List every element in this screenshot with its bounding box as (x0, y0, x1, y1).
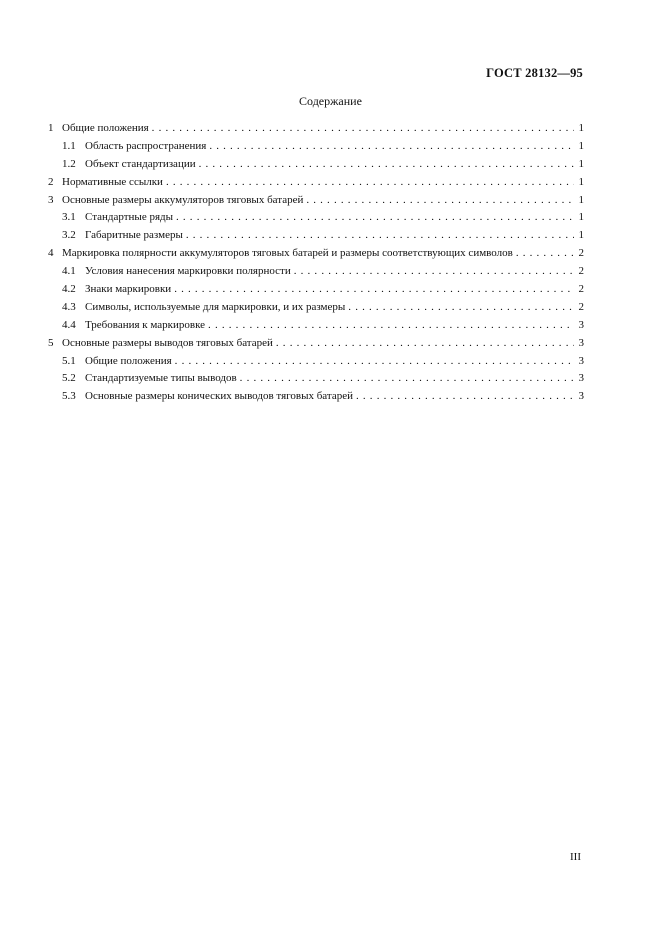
toc-entry-label: Габаритные размеры (85, 229, 183, 242)
toc-entry-label: Общие положения (85, 354, 172, 367)
toc-entry-number: 4.1 (62, 265, 76, 278)
toc-entry-number: 1 (48, 122, 54, 134)
toc-entry-label: Знаки маркировки (85, 283, 172, 296)
toc-entry-page: 1 (578, 193, 584, 206)
dot-leader (209, 140, 574, 153)
toc-entry[interactable] (48, 317, 584, 332)
toc-entry[interactable] (48, 138, 584, 153)
toc-entry-label: Основные размеры аккумуляторов тяговых батарей (62, 193, 304, 206)
toc-entry-number: 1.2 (62, 157, 76, 170)
toc-entry-label: Основные размеры конических выводов тяговых батарей (85, 390, 353, 403)
toc-entry-label: Область распространения (85, 139, 207, 152)
toc-entry[interactable] (48, 192, 584, 207)
toc-entry-label: Стандартизуемые типы выводов (85, 372, 237, 385)
toc-title: Содержание (299, 94, 362, 108)
table-of-contents (48, 120, 584, 406)
page-number: III (570, 851, 581, 863)
dot-leader (306, 194, 574, 207)
dot-leader (166, 176, 574, 189)
toc-entry[interactable] (48, 281, 584, 296)
toc-entry[interactable] (48, 120, 584, 135)
toc-entry-page: 3 (578, 318, 584, 331)
toc-entry-number: 5.2 (62, 372, 76, 385)
dot-leader (199, 158, 574, 171)
toc-entry[interactable] (48, 174, 584, 189)
dot-leader (294, 265, 574, 278)
toc-entry-page: 1 (578, 211, 584, 224)
toc-entry-page: 1 (578, 122, 584, 134)
toc-entry-number: 4.2 (62, 283, 76, 296)
dot-leader (240, 372, 574, 385)
toc-entry-number: 3.1 (62, 211, 76, 224)
toc-entry-page: 3 (578, 390, 584, 403)
toc-entry-page: 2 (578, 300, 584, 313)
dot-leader (175, 355, 574, 368)
toc-entry[interactable] (48, 335, 584, 350)
toc-entry-number: 3.2 (62, 229, 76, 242)
toc-entry-page: 2 (578, 283, 584, 296)
toc-entry-label: Основные размеры выводов тяговых батарей (62, 336, 273, 349)
toc-entry-number: 1.1 (62, 139, 76, 152)
toc-entry-label: Стандартные ряды (85, 211, 173, 224)
toc-entry-number: 4.4 (62, 318, 76, 331)
dot-leader (186, 229, 574, 242)
toc-entry[interactable] (48, 353, 584, 368)
toc-entry-number: 5 (48, 336, 54, 349)
dot-leader (276, 337, 574, 350)
toc-entry[interactable] (48, 245, 584, 260)
toc-entry[interactable] (48, 370, 584, 385)
toc-entry[interactable] (48, 263, 584, 278)
dot-leader (152, 122, 574, 135)
dot-leader (174, 283, 574, 296)
toc-entry[interactable] (48, 388, 584, 403)
toc-entry[interactable] (48, 209, 584, 224)
toc-entry-label: Маркировка полярности аккумуляторов тяговых батарей и размеры соответствующих символов (62, 247, 513, 260)
toc-entry-number: 4 (48, 247, 54, 260)
toc-entry-page: 1 (578, 229, 584, 242)
toc-entry-page: 2 (578, 247, 584, 260)
dot-leader (356, 390, 574, 403)
toc-entry[interactable] (48, 156, 584, 171)
dot-leader (176, 211, 574, 224)
toc-entry-label: Общие положения (62, 122, 149, 134)
toc-entry[interactable] (48, 227, 584, 242)
toc-entry-page: 3 (578, 336, 584, 349)
toc-entry-page: 1 (578, 175, 584, 188)
toc-entry-label: Символы, используемые для маркировки, и их размеры (85, 300, 346, 313)
dot-leader (516, 247, 574, 260)
toc-entry-page: 3 (578, 354, 584, 367)
toc-entry-label: Объект стандартизации (85, 157, 196, 170)
dot-leader (208, 319, 574, 332)
toc-entry-label: Нормативные ссылки (62, 175, 163, 188)
toc-entry-number: 4.3 (62, 300, 76, 313)
toc-entry-page: 3 (578, 372, 584, 385)
dot-leader (348, 301, 574, 314)
toc-entry-number: 5.1 (62, 354, 76, 367)
toc-entry[interactable] (48, 299, 584, 314)
standard-number: ГОСТ 28132—95 (486, 66, 583, 80)
toc-entry-number: 5.3 (62, 390, 76, 403)
toc-entry-page: 1 (578, 157, 584, 170)
toc-entry-label: Требования к маркировке (85, 318, 206, 331)
toc-entry-page: 2 (578, 265, 584, 278)
toc-entry-page: 1 (578, 139, 584, 152)
toc-entry-number: 3 (48, 193, 54, 206)
toc-entry-label: Условия нанесения маркировки полярности (85, 265, 291, 278)
toc-entry-number: 2 (48, 175, 54, 188)
